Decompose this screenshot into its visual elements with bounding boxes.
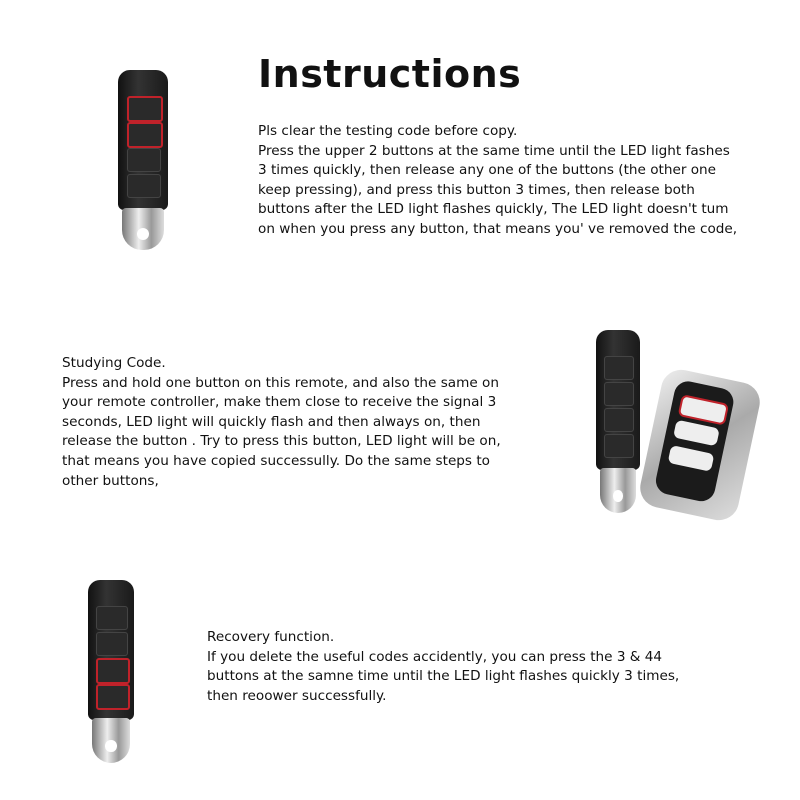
page-title: Instructions <box>258 52 522 96</box>
text-line: 3 times quickly, then release any one of the buttons (the other one <box>258 162 717 179</box>
remote-image-copy <box>596 330 640 515</box>
text-line: release the button . Try to press this button, LED light will be on, <box>62 433 501 450</box>
remote-button-highlight <box>127 122 163 148</box>
text-line: buttons at the samne time until the LED light flashes quickly 3 times, <box>207 668 680 685</box>
remote-image-recovery <box>88 580 134 765</box>
text-line: Press and hold one button on this remote, and also the same on <box>62 374 499 391</box>
remote-button-highlight <box>127 96 163 122</box>
text-line: Pls clear the testing code before copy. <box>258 123 518 139</box>
remote-image-clear <box>118 70 168 250</box>
text-line: other buttons, <box>62 472 159 489</box>
text-line: Press the upper 2 buttons at the same time until the LED light fashes <box>258 142 730 159</box>
text-line: seconds, LED light will quickly flash and then always on, then <box>62 413 481 430</box>
text-line: on when you press any button, that means you' ve removed the code, <box>258 220 738 237</box>
text-line: keep pressing), and press this button 3 times, then release both <box>258 181 695 198</box>
remote-button-highlight <box>96 658 129 684</box>
text-line: If you delete the useful codes accidently, you can press the 3 & 44 <box>207 648 663 665</box>
original-remote-fob-image <box>637 366 764 524</box>
recovery-instructions <box>207 628 679 706</box>
clear-code-instructions <box>258 122 737 240</box>
text-line: Studying Code. <box>62 355 166 371</box>
text-line: buttons after the LED light flashes quickly, The LED light doesn't tum <box>258 201 729 218</box>
remote-button-highlight <box>96 684 129 710</box>
text-line: then reoower successfully. <box>207 687 387 704</box>
text-line: that means you have copied successully. Do the same steps to <box>62 452 490 469</box>
text-line: your remote controller, make them close to receive the signal 3 <box>62 394 497 411</box>
text-line: Recovery function. <box>207 629 335 645</box>
studying-code-instructions <box>62 354 501 491</box>
